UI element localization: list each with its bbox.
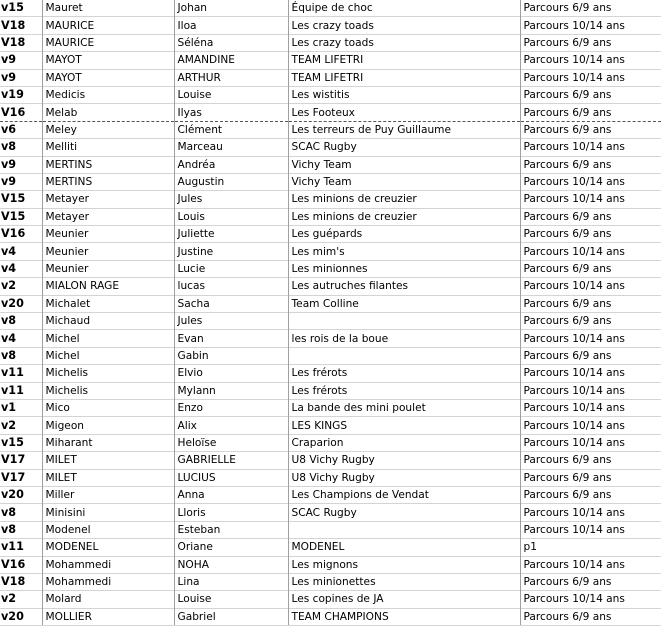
cell-last-name[interactable]: Mohammedi <box>42 556 174 573</box>
cell-course[interactable]: Parcours 10/14 ans <box>520 191 661 208</box>
cell-last-name[interactable]: Metayer <box>42 191 174 208</box>
cell-code[interactable]: v20 <box>0 486 42 503</box>
cell-team[interactable]: Team Colline <box>288 295 520 312</box>
cell-team[interactable]: U8 Vichy Rugby <box>288 452 520 469</box>
cell-team[interactable]: Les crazy toads <box>288 17 520 34</box>
cell-team[interactable] <box>288 313 520 330</box>
table-row <box>0 226 661 243</box>
cell-code[interactable]: v8 <box>0 521 42 538</box>
cell-course[interactable]: Parcours 6/9 ans <box>520 0 661 17</box>
cell-course[interactable]: Parcours 10/14 ans <box>520 69 661 86</box>
cell-last-name[interactable]: Meunier <box>42 226 174 243</box>
cell-team[interactable]: Les minionettes <box>288 573 520 590</box>
cell-course[interactable]: Parcours 6/9 ans <box>520 86 661 103</box>
cell-code[interactable]: v8 <box>0 139 42 156</box>
cell-team[interactable]: Les mignons <box>288 556 520 573</box>
cell-first-name[interactable]: AMANDINE <box>174 52 288 69</box>
table-row <box>0 591 661 608</box>
cell-first-name[interactable]: Gabriel <box>174 608 288 625</box>
cell-last-name[interactable]: Modenel <box>42 521 174 538</box>
cell-course[interactable]: Parcours 6/9 ans <box>520 260 661 277</box>
cell-first-name[interactable]: Gabin <box>174 347 288 364</box>
cell-code[interactable]: v11 <box>0 539 42 556</box>
cell-team[interactable] <box>288 521 520 538</box>
cell-last-name[interactable]: Mico <box>42 399 174 416</box>
cell-course[interactable]: Parcours 10/14 ans <box>520 434 661 451</box>
cell-team[interactable]: Les frérots <box>288 365 520 382</box>
cell-team[interactable]: Les guépards <box>288 226 520 243</box>
cell-first-name[interactable]: Enzo <box>174 399 288 416</box>
cell-course[interactable]: Parcours 6/9 ans <box>520 156 661 173</box>
cell-team[interactable]: Les terreurs de Puy Guillaume <box>288 121 520 138</box>
cell-team[interactable]: La bande des mini poulet <box>288 399 520 416</box>
cell-team[interactable]: U8 Vichy Rugby <box>288 469 520 486</box>
cell-team[interactable]: Les Footeux <box>288 104 520 121</box>
cell-team[interactable]: Les autruches filantes <box>288 278 520 295</box>
cell-course[interactable]: Parcours 10/14 ans <box>520 521 661 538</box>
cell-code[interactable]: v20 <box>0 295 42 312</box>
cell-last-name[interactable]: MAURICE <box>42 34 174 51</box>
cell-course[interactable]: Parcours 10/14 ans <box>520 278 661 295</box>
table-row <box>0 399 661 416</box>
cell-last-name[interactable]: MILET <box>42 452 174 469</box>
cell-course[interactable]: Parcours 6/9 ans <box>520 295 661 312</box>
cell-code[interactable]: v2 <box>0 417 42 434</box>
cell-code[interactable]: v9 <box>0 69 42 86</box>
cell-code[interactable]: V15 <box>0 191 42 208</box>
cell-last-name[interactable]: MILET <box>42 469 174 486</box>
cell-course[interactable]: Parcours 6/9 ans <box>520 452 661 469</box>
cell-code[interactable]: V18 <box>0 573 42 590</box>
table-row <box>0 382 661 399</box>
table-row <box>0 347 661 364</box>
cell-last-name[interactable]: Metayer <box>42 208 174 225</box>
cell-last-name[interactable]: Molard <box>42 591 174 608</box>
cell-team[interactable]: Les minions de creuzier <box>288 208 520 225</box>
cell-last-name[interactable]: MAYOT <box>42 69 174 86</box>
cell-team[interactable]: Les crazy toads <box>288 34 520 51</box>
cell-course[interactable]: Parcours 6/9 ans <box>520 34 661 51</box>
cell-last-name[interactable]: Meunier <box>42 260 174 277</box>
cell-code[interactable]: v4 <box>0 243 42 260</box>
cell-first-name[interactable]: Lina <box>174 573 288 590</box>
cell-last-name[interactable]: Medicis <box>42 86 174 103</box>
cell-first-name[interactable]: Augustin <box>174 173 288 190</box>
cell-code[interactable]: V18 <box>0 34 42 51</box>
cell-course[interactable]: Parcours 6/9 ans <box>520 608 661 625</box>
cell-code[interactable]: V15 <box>0 208 42 225</box>
cell-team[interactable]: Équipe de choc <box>288 0 520 17</box>
cell-code[interactable]: V16 <box>0 226 42 243</box>
table-row <box>0 486 661 503</box>
cell-code[interactable]: v9 <box>0 173 42 190</box>
cell-course[interactable]: Parcours 10/14 ans <box>520 591 661 608</box>
cell-first-name[interactable]: Iloa <box>174 17 288 34</box>
table-row <box>0 278 661 295</box>
cell-course[interactable]: Parcours 6/9 ans <box>520 226 661 243</box>
cell-code[interactable]: V16 <box>0 556 42 573</box>
cell-first-name[interactable]: Heloïse <box>174 434 288 451</box>
cell-last-name[interactable]: Melliti <box>42 139 174 156</box>
cell-course[interactable]: Parcours 6/9 ans <box>520 208 661 225</box>
table-row <box>0 191 661 208</box>
cell-last-name[interactable]: Michelis <box>42 382 174 399</box>
cell-first-name[interactable]: Marceau <box>174 139 288 156</box>
cell-code[interactable]: v8 <box>0 504 42 521</box>
cell-last-name[interactable]: Meley <box>42 121 174 138</box>
table-row <box>0 365 661 382</box>
cell-team[interactable]: SCAC Rugby <box>288 504 520 521</box>
cell-course[interactable]: Parcours 6/9 ans <box>520 104 661 121</box>
cell-first-name[interactable]: Anna <box>174 486 288 503</box>
cell-team[interactable]: TEAM CHAMPIONS <box>288 608 520 625</box>
cell-first-name[interactable]: Ilyas <box>174 104 288 121</box>
cell-last-name[interactable]: MAYOT <box>42 52 174 69</box>
table-row <box>0 208 661 225</box>
cell-course[interactable]: Parcours 10/14 ans <box>520 173 661 190</box>
cell-first-name[interactable]: Jules <box>174 313 288 330</box>
cell-first-name[interactable]: Sacha <box>174 295 288 312</box>
table-row <box>0 417 661 434</box>
cell-team[interactable]: Les frérots <box>288 382 520 399</box>
cell-first-name[interactable]: Evan <box>174 330 288 347</box>
table-row <box>0 34 661 51</box>
cell-first-name[interactable]: lucas <box>174 278 288 295</box>
cell-course[interactable]: p1 <box>520 539 661 556</box>
cell-first-name[interactable]: Oriane <box>174 539 288 556</box>
cell-last-name[interactable]: Mohammedi <box>42 573 174 590</box>
cell-course[interactable]: Parcours 6/9 ans <box>520 313 661 330</box>
cell-code[interactable]: v15 <box>0 434 42 451</box>
table-row <box>0 434 661 451</box>
cell-team[interactable]: Craparion <box>288 434 520 451</box>
cell-code[interactable]: V18 <box>0 17 42 34</box>
table-row <box>0 539 661 556</box>
cell-code[interactable]: v1 <box>0 399 42 416</box>
cell-course[interactable]: Parcours 6/9 ans <box>520 573 661 590</box>
cell-first-name[interactable]: Lucie <box>174 260 288 277</box>
cell-first-name[interactable]: GABRIELLE <box>174 452 288 469</box>
cell-course[interactable]: Parcours 10/14 ans <box>520 139 661 156</box>
cell-code[interactable]: V17 <box>0 469 42 486</box>
cell-first-name[interactable]: LUCIUS <box>174 469 288 486</box>
table-row <box>0 86 661 103</box>
table-row <box>0 69 661 86</box>
cell-team[interactable]: SCAC Rugby <box>288 139 520 156</box>
table-row <box>0 521 661 538</box>
cell-team[interactable]: Les mim's <box>288 243 520 260</box>
cell-team[interactable]: les rois de la boue <box>288 330 520 347</box>
cell-first-name[interactable]: Mylann <box>174 382 288 399</box>
cell-code[interactable]: v6 <box>0 121 42 138</box>
cell-last-name[interactable]: Miharant <box>42 434 174 451</box>
cell-first-name[interactable]: Esteban <box>174 521 288 538</box>
cell-course[interactable]: Parcours 10/14 ans <box>520 399 661 416</box>
cell-course[interactable]: Parcours 10/14 ans <box>520 556 661 573</box>
cell-first-name[interactable]: Elvio <box>174 365 288 382</box>
cell-last-name[interactable]: MAURICE <box>42 17 174 34</box>
table-row <box>0 104 661 121</box>
cell-first-name[interactable]: Justine <box>174 243 288 260</box>
cell-code[interactable]: v20 <box>0 608 42 625</box>
cell-course[interactable]: Parcours 10/14 ans <box>520 52 661 69</box>
table-row <box>0 260 661 277</box>
cell-course[interactable]: Parcours 10/14 ans <box>520 504 661 521</box>
cell-first-name[interactable]: Séléna <box>174 34 288 51</box>
cell-first-name[interactable]: Johan <box>174 0 288 17</box>
cell-team[interactable]: LES KINGS <box>288 417 520 434</box>
cell-team[interactable]: Vichy Team <box>288 156 520 173</box>
cell-first-name[interactable]: Louis <box>174 208 288 225</box>
cell-team[interactable]: Les wistitis <box>288 86 520 103</box>
cell-first-name[interactable]: ARTHUR <box>174 69 288 86</box>
table-row <box>0 17 661 34</box>
cell-course[interactable]: Parcours 6/9 ans <box>520 121 661 138</box>
cell-first-name[interactable]: Juliette <box>174 226 288 243</box>
cell-last-name[interactable]: Michaud <box>42 313 174 330</box>
cell-course[interactable]: Parcours 10/14 ans <box>520 365 661 382</box>
cell-last-name[interactable]: MOLLIER <box>42 608 174 625</box>
cell-team[interactable]: TEAM LIFETRI <box>288 52 520 69</box>
table-row <box>0 469 661 486</box>
table-row <box>0 504 661 521</box>
cell-course[interactable]: Parcours 10/14 ans <box>520 330 661 347</box>
cell-team[interactable]: Les Champions de Vendat <box>288 486 520 503</box>
cell-code[interactable]: v19 <box>0 86 42 103</box>
table-row <box>0 156 661 173</box>
cell-code[interactable]: v2 <box>0 278 42 295</box>
cell-last-name[interactable]: Melab <box>42 104 174 121</box>
table-row <box>0 139 661 156</box>
cell-code[interactable]: v4 <box>0 260 42 277</box>
table-row <box>0 0 661 17</box>
table-row <box>0 573 661 590</box>
cell-last-name[interactable]: Michelis <box>42 365 174 382</box>
cell-code[interactable]: v11 <box>0 365 42 382</box>
cell-team[interactable]: MODENEL <box>288 539 520 556</box>
table-row <box>0 452 661 469</box>
cell-code[interactable]: V16 <box>0 104 42 121</box>
cell-last-name[interactable]: MERTINS <box>42 156 174 173</box>
cell-team[interactable]: TEAM LIFETRI <box>288 69 520 86</box>
cell-code[interactable]: v9 <box>0 52 42 69</box>
cell-last-name[interactable]: MERTINS <box>42 173 174 190</box>
cell-code[interactable]: v8 <box>0 347 42 364</box>
cell-course[interactable]: Parcours 10/14 ans <box>520 382 661 399</box>
table-row <box>0 330 661 347</box>
cell-code[interactable]: v2 <box>0 591 42 608</box>
table-row <box>0 52 661 69</box>
cell-team[interactable]: Les minionnes <box>288 260 520 277</box>
cell-code[interactable]: v9 <box>0 156 42 173</box>
cell-course[interactable]: Parcours 6/9 ans <box>520 486 661 503</box>
cell-last-name[interactable]: Minisini <box>42 504 174 521</box>
cell-last-name[interactable]: Michalet <box>42 295 174 312</box>
cell-first-name[interactable]: Lloris <box>174 504 288 521</box>
cell-last-name[interactable]: MODENEL <box>42 539 174 556</box>
cell-last-name[interactable]: Mauret <box>42 0 174 17</box>
cell-last-name[interactable]: Meunier <box>42 243 174 260</box>
table-row <box>0 121 661 138</box>
cell-course[interactable]: Parcours 6/9 ans <box>520 347 661 364</box>
table-row <box>0 243 661 260</box>
cell-course[interactable]: Parcours 10/14 ans <box>520 417 661 434</box>
cell-first-name[interactable]: NOHA <box>174 556 288 573</box>
cell-first-name[interactable]: Jules <box>174 191 288 208</box>
cell-code[interactable]: V17 <box>0 452 42 469</box>
cell-first-name[interactable]: Louise <box>174 86 288 103</box>
table-row <box>0 173 661 190</box>
cell-code[interactable]: v4 <box>0 330 42 347</box>
cell-last-name[interactable]: Michel <box>42 347 174 364</box>
cell-last-name[interactable]: Michel <box>42 330 174 347</box>
cell-first-name[interactable]: Andréa <box>174 156 288 173</box>
cell-code[interactable]: v11 <box>0 382 42 399</box>
cell-course[interactable]: Parcours 10/14 ans <box>520 243 661 260</box>
cell-course[interactable]: Parcours 10/14 ans <box>520 17 661 34</box>
cell-first-name[interactable]: Louise <box>174 591 288 608</box>
table-row <box>0 608 661 625</box>
table-row <box>0 313 661 330</box>
cell-team[interactable]: Les minions de creuzier <box>288 191 520 208</box>
cell-last-name[interactable]: Miller <box>42 486 174 503</box>
cell-first-name[interactable]: Clément <box>174 121 288 138</box>
cell-last-name[interactable]: MIALON RAGE <box>42 278 174 295</box>
table-row <box>0 556 661 573</box>
cell-team[interactable]: Vichy Team <box>288 173 520 190</box>
table-row <box>0 295 661 312</box>
cell-code[interactable]: v15 <box>0 0 42 17</box>
cell-code[interactable]: v8 <box>0 313 42 330</box>
cell-course[interactable]: Parcours 6/9 ans <box>520 469 661 486</box>
cell-last-name[interactable]: Migeon <box>42 417 174 434</box>
cell-team[interactable]: Les copines de JA <box>288 591 520 608</box>
cell-team[interactable] <box>288 347 520 364</box>
cell-first-name[interactable]: Alix <box>174 417 288 434</box>
